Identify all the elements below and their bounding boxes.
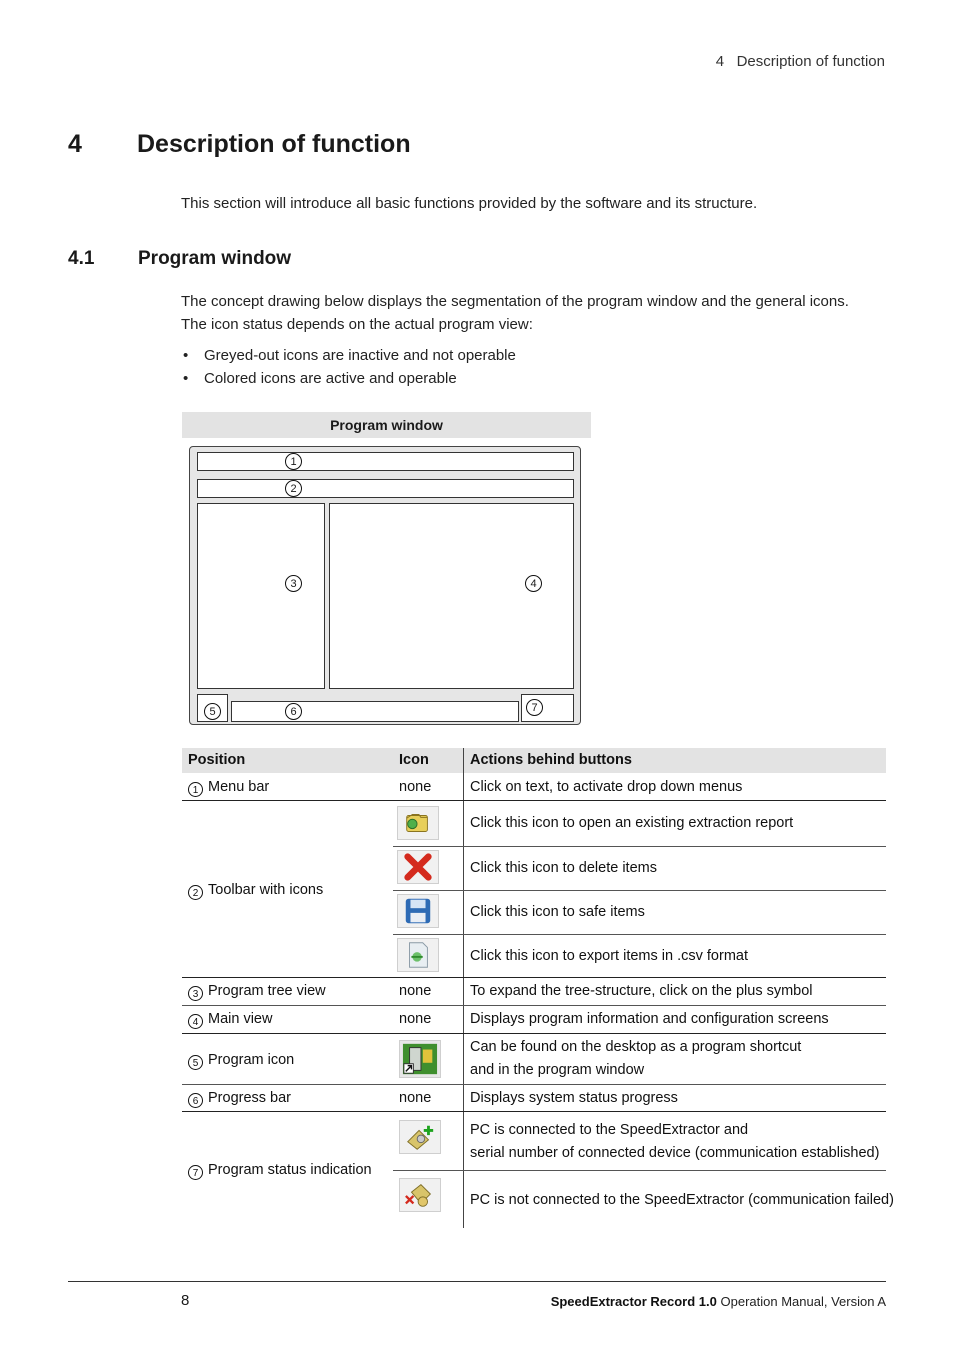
progress-bar-region <box>231 701 519 722</box>
action-text: Click this icon to delete items <box>470 860 657 876</box>
diagram-title: Program window <box>182 412 591 438</box>
action-text: Displays program information and configuration screens <box>470 1011 829 1027</box>
header-actions: Actions behind buttons <box>470 752 632 768</box>
program-shortcut-icon <box>399 1040 441 1078</box>
export-csv-icon <box>397 938 439 972</box>
footer-rule <box>68 1281 886 1282</box>
main-view-region <box>329 503 574 689</box>
bullet-item: • Colored icons are active and operable <box>183 370 457 387</box>
icon-none: none <box>399 779 432 795</box>
table-row: 7 Program status indication <box>188 1162 372 1180</box>
action-text: Click this icon to export items in .csv format <box>470 948 748 964</box>
diagram-label-3: 3 <box>285 575 302 592</box>
icon-none: none <box>399 1011 432 1027</box>
table-row: 3 Program tree view <box>188 983 326 1001</box>
bullet-list <box>181 344 516 390</box>
open-folder-icon <box>397 806 439 840</box>
diagram-label-4: 4 <box>525 575 542 592</box>
icon-none: none <box>399 1090 432 1106</box>
row-rule <box>393 1170 886 1171</box>
column-divider <box>463 748 464 1228</box>
action-text: Click this icon to safe items <box>470 904 645 920</box>
page-number: 8 <box>181 1292 190 1309</box>
action-text: serial number of connected device (communication established) <box>470 1145 880 1161</box>
diagram-label-5: 5 <box>204 703 221 720</box>
row-rule <box>182 1005 886 1006</box>
paragraph-line: The concept drawing below displays the segmentation of the program window and the general icons. <box>181 293 849 310</box>
section-number: 4.1 <box>68 248 95 269</box>
action-text: PC is connected to the SpeedExtractor and <box>470 1122 749 1138</box>
action-text: Can be found on the desktop as a program shortcut <box>470 1039 802 1055</box>
action-text: Click on text, to activate drop down menus <box>470 779 743 795</box>
section-paragraph <box>181 291 891 336</box>
delete-icon <box>397 850 439 884</box>
row-rule <box>182 1033 886 1034</box>
table-row: 6 Progress bar <box>188 1090 291 1108</box>
action-text: and in the program window <box>470 1062 645 1078</box>
paragraph-line: The icon status depends on the actual program view: <box>181 315 533 333</box>
table-row: 1 Menu bar <box>188 779 269 797</box>
action-text: To expand the tree-structure, click on the plus symbol <box>470 983 813 999</box>
footer-text: SpeedExtractor Record 1.0 Operation Manual, Version A <box>550 1294 886 1309</box>
buttons-table <box>182 748 894 1228</box>
row-rule <box>182 977 886 978</box>
table-row: 2 Toolbar with icons <box>188 882 323 900</box>
section-title: Program window <box>138 248 292 269</box>
table-row: 5 Program icon <box>188 1052 294 1070</box>
icon-none: none <box>399 983 432 999</box>
row-rule <box>393 846 886 847</box>
diagram-label-2: 2 <box>285 480 302 497</box>
chapter-title: Description of function <box>137 130 411 158</box>
diagram-label-1: 1 <box>285 453 302 470</box>
bullet-item: • Greyed-out icons are inactive and not operable <box>183 347 516 364</box>
action-text: Click this icon to open an existing extraction report <box>470 815 794 831</box>
menu-bar-region <box>197 452 574 471</box>
header-icon: Icon <box>399 752 429 768</box>
row-rule <box>182 1111 886 1112</box>
intro-text: This section will introduce all basic functions provided by the software and its structure. <box>181 195 758 212</box>
row-rule <box>182 1084 886 1085</box>
chapter-number: 4 <box>68 130 82 158</box>
action-text: PC is not connected to the SpeedExtractor (communication failed) <box>470 1192 894 1208</box>
toolbar-region <box>197 479 574 498</box>
program-window-diagram <box>189 446 581 725</box>
diagram-label-6: 6 <box>285 703 302 720</box>
row-rule <box>393 934 886 935</box>
header-position: Position <box>188 752 246 768</box>
tree-view-region <box>197 503 325 689</box>
action-text: Displays system status progress <box>470 1090 678 1106</box>
save-icon <box>397 894 439 928</box>
row-rule <box>393 890 886 891</box>
connected-icon <box>399 1120 441 1154</box>
table-row: 4 Main view <box>188 1011 272 1029</box>
disconnected-icon <box>399 1178 441 1212</box>
running-head: 4 Description of function <box>715 53 885 70</box>
row-rule <box>182 800 886 801</box>
diagram-label-7: 7 <box>526 699 543 716</box>
